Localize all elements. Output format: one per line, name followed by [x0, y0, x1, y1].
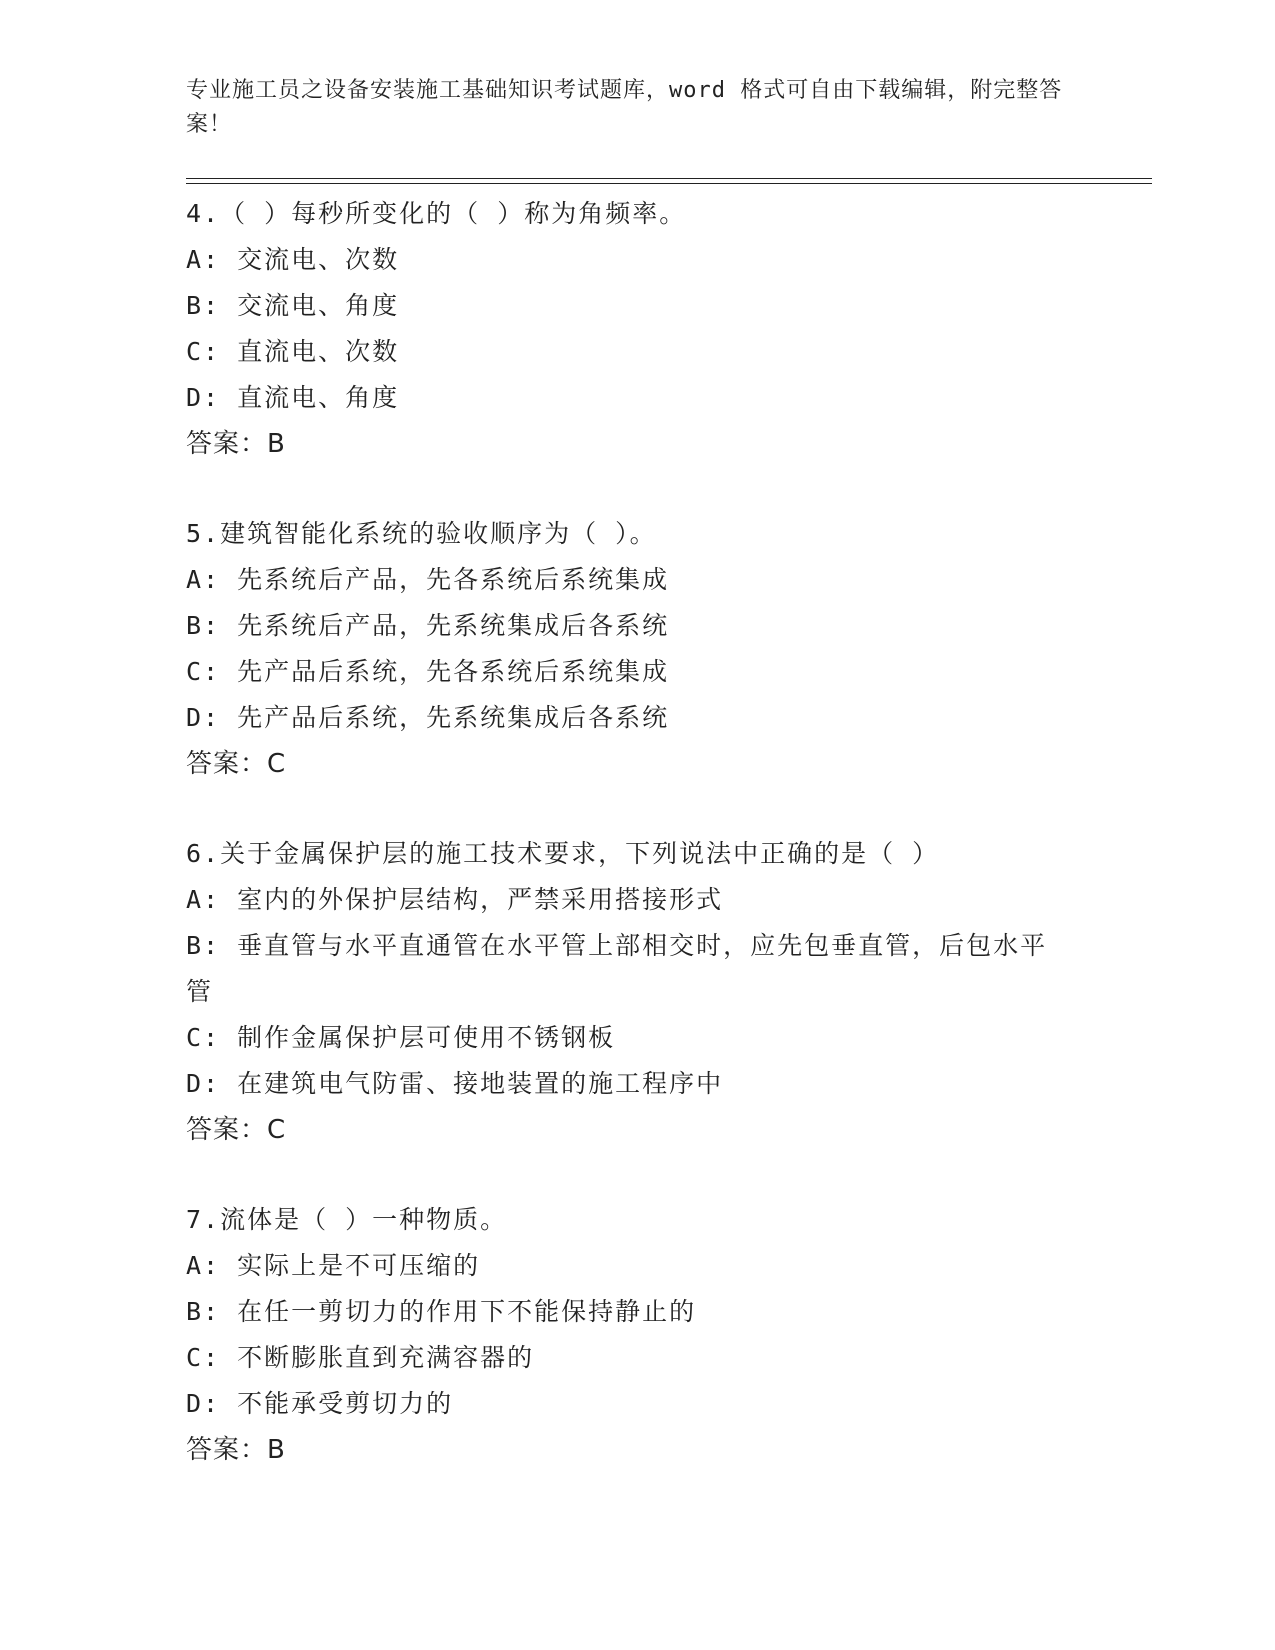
question-stem: 6.关于金属保护层的施工技术要求，下列说法中正确的是（ ）: [186, 839, 940, 868]
answer-label: 答案：B: [186, 1435, 286, 1465]
option-a: A: 先系统后产品，先各系统后系统集成: [186, 565, 670, 594]
option-d: D: 在建筑电气防雷、接地装置的施工程序中: [186, 1069, 724, 1098]
option-b: B: 在任一剪切力的作用下不能保持静止的: [186, 1297, 697, 1326]
option-d: D: 先产品后系统，先系统集成后各系统: [186, 703, 670, 732]
option-b: B: 先系统后产品，先系统集成后各系统: [186, 611, 670, 640]
option-b: B: 垂直管与水平直通管在水平管上部相交时，应先包垂直管，后包水平管: [186, 931, 1048, 1006]
question-list: [186, 191, 1086, 1517]
question-4: [186, 191, 1086, 467]
document-header: 专业施工员之设备安装施工基础知识考试题库，word 格式可自由下载编辑，附完整答案！: [186, 78, 1063, 137]
option-c: C: 直流电、次数: [186, 337, 400, 366]
option-c: C: 制作金属保护层可使用不锈钢板: [186, 1023, 616, 1052]
answer-label: 答案：C: [186, 1115, 287, 1145]
question-stem: 7.流体是（ ）一种物质。: [186, 1205, 508, 1234]
question-5: [186, 511, 1086, 787]
option-b: B: 交流电、角度: [186, 291, 400, 320]
question-6: [186, 831, 1086, 1153]
option-d: D: 直流电、角度: [186, 383, 400, 412]
header-divider-bottom: [186, 183, 1152, 184]
question-7: [186, 1197, 1086, 1473]
answer-label: 答案：C: [186, 749, 287, 779]
question-stem: 4.（ ）每秒所变化的（ ）称为角频率。: [186, 199, 687, 228]
header-divider-top: [186, 178, 1152, 179]
question-stem: 5.建筑智能化系统的验收顺序为（ ）。: [186, 519, 657, 548]
option-a: A: 实际上是不可压缩的: [186, 1251, 481, 1280]
answer-label: 答案：B: [186, 429, 286, 459]
option-c: C: 不断膨胀直到充满容器的: [186, 1343, 535, 1372]
option-a: A: 交流电、次数: [186, 245, 400, 274]
option-a: A: 室内的外保护层结构，严禁采用搭接形式: [186, 885, 724, 914]
option-d: D: 不能承受剪切力的: [186, 1389, 454, 1418]
option-c: C: 先产品后系统，先各系统后系统集成: [186, 657, 670, 686]
